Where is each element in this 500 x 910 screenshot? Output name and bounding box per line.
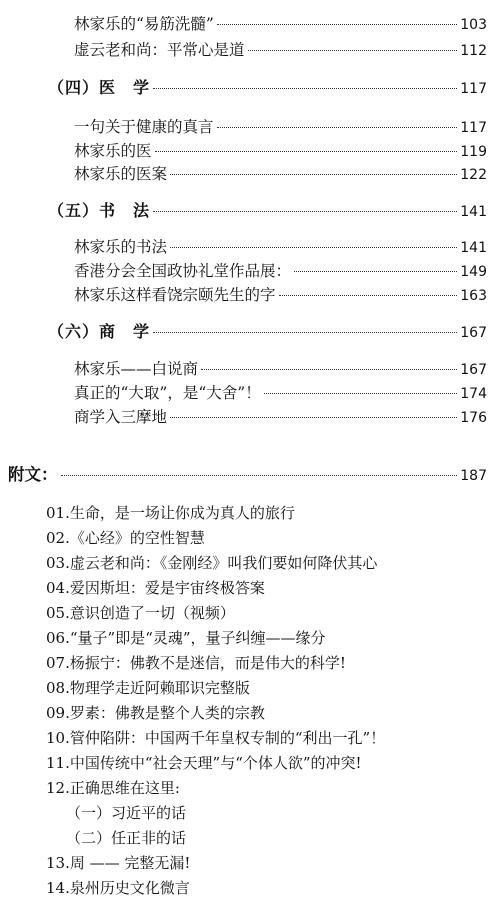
toc-section-title: （五）书 法 xyxy=(48,201,151,220)
toc-leader-dots xyxy=(153,88,457,89)
appendix-item[interactable]: 09.罗素：佛教是整个人类的宗教 xyxy=(46,704,265,722)
appendix-item[interactable]: 06.“量子”即是“灵魂”，量子纠缠——缘分 xyxy=(46,629,326,647)
toc-entry-title: 林家乐的医 xyxy=(74,142,152,160)
toc-entry-page: 176 xyxy=(460,410,487,426)
toc-entry-page: 163 xyxy=(460,288,487,304)
toc-leader-dots xyxy=(153,211,457,212)
toc-entry-title: 商学入三摩地 xyxy=(74,408,168,426)
toc-appendix-heading[interactable] xyxy=(8,465,487,485)
toc-leader-dots xyxy=(279,295,458,296)
toc-entry-page: 117 xyxy=(460,81,487,97)
toc-section-title: （六）商 学 xyxy=(48,322,151,341)
toc-leader-dots xyxy=(217,127,458,128)
toc-section-title: （四）医 学 xyxy=(48,78,151,97)
appendix-item[interactable]: 13.周 —— 完整无漏! xyxy=(46,854,191,872)
appendix-item[interactable]: 01.生命，是一场让你成为真人的旅行 xyxy=(46,504,295,522)
toc-entry[interactable] xyxy=(74,407,487,427)
toc-entry-title: 香港分会全国政协礼堂作品展： xyxy=(74,262,292,280)
appendix-item[interactable]: 02.《心经》的空性智慧 xyxy=(46,529,205,547)
toc-leader-dots xyxy=(248,50,458,51)
appendix-item[interactable]: 05.意识创造了一切（视频） xyxy=(46,604,235,622)
toc-entry-title: 林家乐的医案 xyxy=(74,165,168,183)
toc-entry[interactable] xyxy=(74,359,487,379)
toc-leader-dots xyxy=(153,332,457,333)
toc-entry-page: 119 xyxy=(460,144,487,160)
toc-leader-dots xyxy=(170,417,457,418)
appendix-item[interactable]: 12.正确思维在这里: xyxy=(46,779,180,797)
toc-leader-dots xyxy=(294,271,457,272)
toc-leader-dots xyxy=(217,24,457,25)
toc-leader-dots xyxy=(170,247,457,248)
toc-entry[interactable] xyxy=(74,141,487,161)
toc-entry-page: 174 xyxy=(460,386,487,402)
appendix-item[interactable]: 04.爱因斯坦：爱是宇宙终极答案 xyxy=(46,579,265,597)
toc-section-business[interactable] xyxy=(48,322,487,342)
toc-entry-page: 149 xyxy=(460,264,487,280)
toc-entry[interactable] xyxy=(74,14,487,34)
toc-entry-page: 112 xyxy=(460,43,487,59)
appendix-item[interactable]: 07.杨振宁：佛教不是迷信，而是伟大的科学! xyxy=(46,654,346,672)
toc-section-calligraphy[interactable] xyxy=(48,201,487,221)
appendix-item[interactable]: 11.中国传统中“社会天理”与“个体人欲”的冲突! xyxy=(46,754,362,772)
appendix-subitem[interactable]: （一）习近平的话 xyxy=(66,804,187,822)
toc-entry[interactable] xyxy=(74,164,487,184)
toc-entry-title: 林家乐的书法 xyxy=(74,238,168,256)
toc-entry-title: 虚云老和尚：平常心是道 xyxy=(74,41,245,59)
toc-entry[interactable] xyxy=(74,117,487,137)
toc-leader-dots xyxy=(264,393,458,394)
toc-entry-page: 103 xyxy=(460,17,487,33)
appendix-item[interactable]: 10.管仲陷阱：中国两千年皇权专制的“利出一孔”！ xyxy=(46,729,386,747)
toc-entry-page: 117 xyxy=(460,120,487,136)
toc-entry[interactable] xyxy=(74,261,487,281)
toc-entry[interactable] xyxy=(74,285,487,305)
toc-entry-title: 林家乐这样看饶宗颐先生的字 xyxy=(74,286,276,304)
appendix-item[interactable]: 08.物理学走近阿赖耶识完整版 xyxy=(46,679,250,697)
toc-entry-page: 187 xyxy=(460,468,487,484)
appendix-item[interactable]: 14.泉州历史文化微言 xyxy=(46,879,190,897)
toc-leader-dots xyxy=(155,151,458,152)
toc-entry[interactable] xyxy=(74,237,487,257)
toc-entry-title: 一句关于健康的真言 xyxy=(74,118,214,136)
toc-entry[interactable] xyxy=(74,383,487,403)
appendix-subitem[interactable]: （二）任正非的话 xyxy=(66,829,187,847)
toc-leader-dots xyxy=(170,174,457,175)
toc-entry-title: 林家乐的“易筋洗髓” xyxy=(74,15,214,33)
toc-leader-dots xyxy=(201,369,457,370)
appendix-title: 附文： xyxy=(8,465,58,484)
toc-entry-page: 167 xyxy=(460,362,487,378)
toc-entry-title: 林家乐——白说商 xyxy=(74,360,199,378)
toc-section-medicine[interactable] xyxy=(48,78,487,98)
toc-leader-dots xyxy=(61,475,458,476)
toc-entry-page: 122 xyxy=(460,167,487,183)
toc-entry-title: 真正的“大取”，是“大舍”！ xyxy=(74,384,261,402)
toc-entry-page: 167 xyxy=(460,325,487,341)
appendix-item[interactable]: 03.虚云老和尚：《金刚经》叫我们要如何降伏其心 xyxy=(46,554,378,572)
toc-entry-page: 141 xyxy=(460,240,487,256)
toc-entry[interactable] xyxy=(74,40,487,60)
toc-entry-page: 141 xyxy=(460,204,487,220)
